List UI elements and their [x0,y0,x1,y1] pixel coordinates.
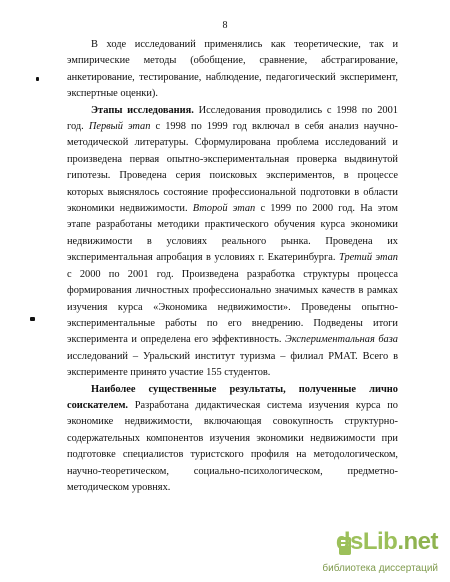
text-segment-normal: с 1999 по 2000 год. На этом этапе разработаны методики практического обучения курса экономики недвижимости в условиях реального рынка. Проведена их экспериментальная апробация в условиях г. Екатеринбурга. [67,203,399,264]
margin-mark [36,77,39,81]
text-segment-italic: Второй этап [192,203,256,215]
text-segment-bold: Этапы исследования. [91,104,194,116]
text-segment-italic: Экспериментальная база [285,334,399,346]
text-segment-normal: с 2000 по 2001 год. Произведена разработка структуры процесса формирования личностных профессионально значимых качеств в рамках изучения курса «Экономика недвижимости». Проведены опытно-экспериментальные работы по его внедрению. Подведены итоги эксперимента и определена его эффективность. [67,268,398,346]
watermark-brand-left: dsLib [335,528,398,555]
page-number: 8 [222,20,228,31]
text-segment-normal: Исследования проводились с 1998 по 2001 год. [67,104,399,133]
dslib-watermark [322,528,442,576]
text-segment-normal: исследований – Уральский институт туризма – филиал РМАТ. Всего в эксперименте принято участие 155 студентов. [67,350,398,379]
text-segment-italic: Первый этап [88,121,151,133]
paragraph-stages [67,103,398,382]
text-segment-italic: Третий этап [338,252,398,264]
text-segment-normal: Разработана дидактическая система изучения курса по экономике недвижимости, включающая совокупность структурно-содержательных компонентов изучения экономики недвижимости при подготовке специалистов туристского профиля на методологическом, научно-теоретическом, социально-психологическом, предметно-методическом уровнях. [67,399,398,493]
text-segment-bold: Наиболее существенные результаты, полученные лично соискателем. [67,383,398,411]
paragraph-results [67,382,398,497]
document-body [67,37,398,496]
paragraph-methods [67,37,398,103]
text-segment-normal: с 1998 по 1999 год включал в себя анализ научно-методической литературы. Сформулирована проблема исследований и произведена первая опытно-экспериментальная проверка выдвинутой гипотезы. Проведена серия поисковых экспериментов, в процессе которых выяснялось состояние профессиональной подготовки в области экономики недвижимости. [67,121,398,215]
watermark-brand [336,528,438,556]
text-segment-normal: В ходе исследований применялись как теоретические, так и эмпирические методы (обобщение, сравнение, абстрагирование, анкетирование, тестирование, наблюдение, педагогический эксперимент, экспертные оценки). [67,39,398,100]
watermark-caption: библиотека диссертаций [322,563,438,574]
margin-mark [30,317,35,321]
watermark-brand-right: .net [397,528,438,555]
